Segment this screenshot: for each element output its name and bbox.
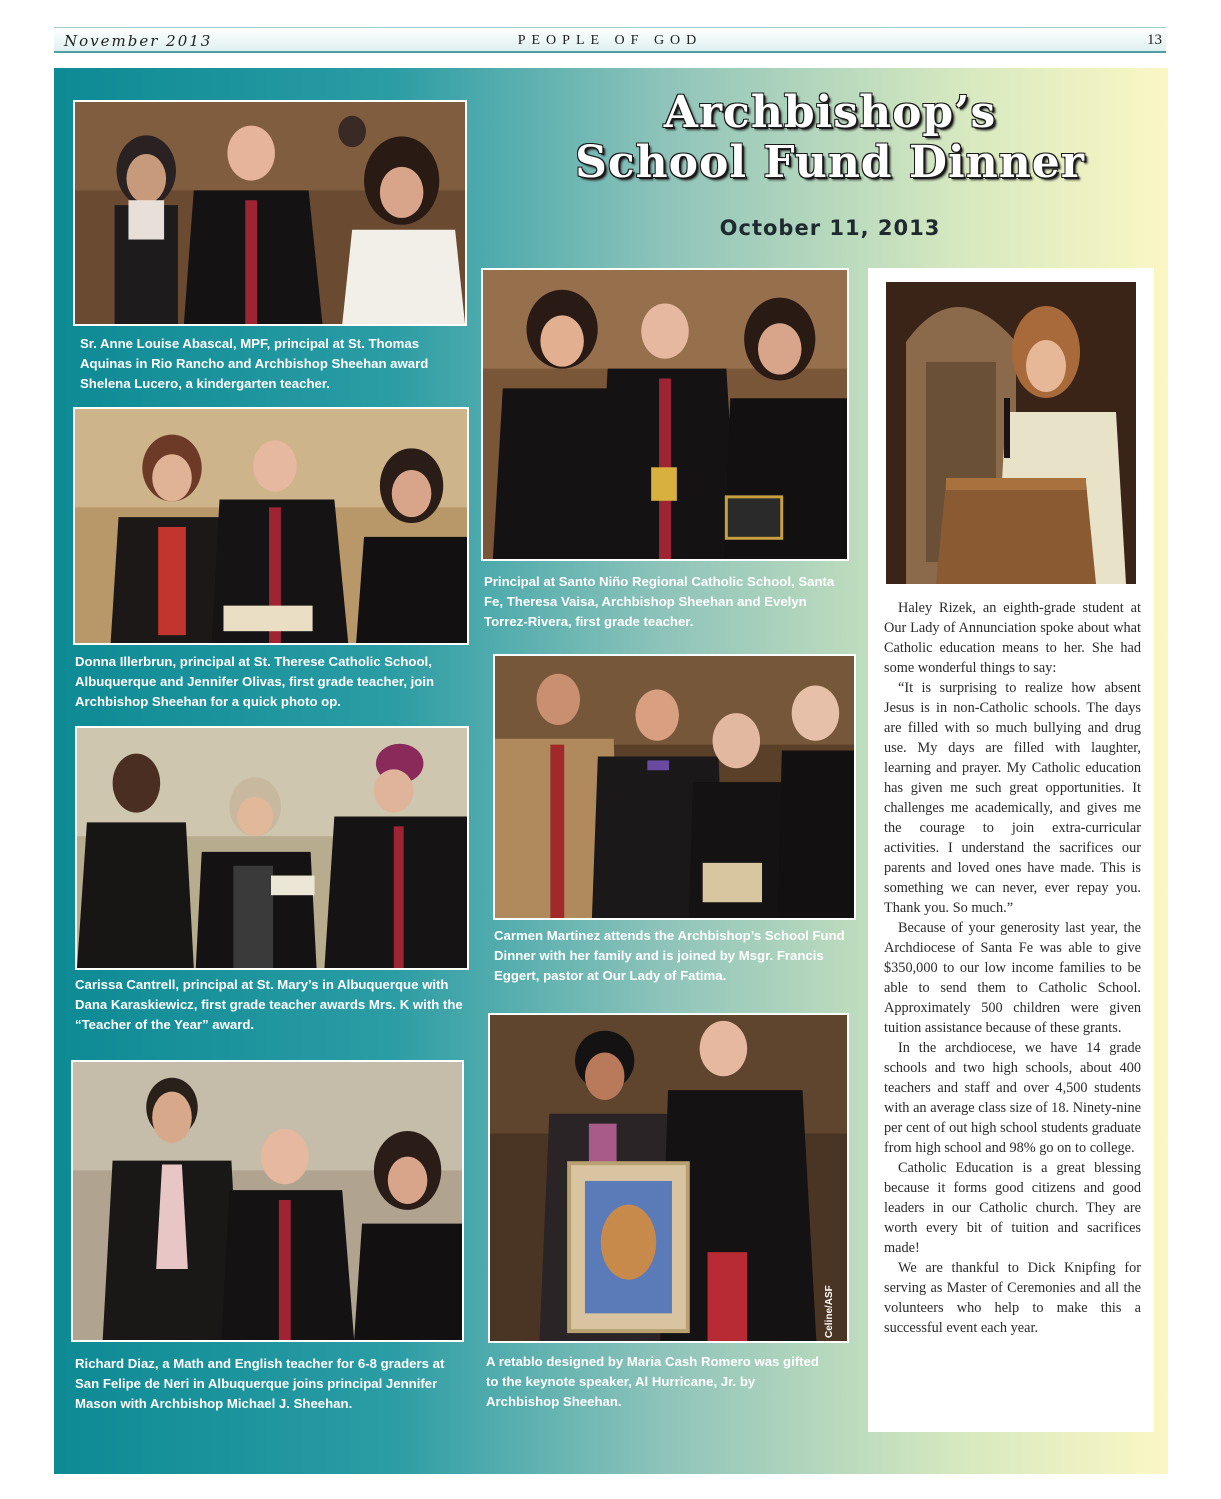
caption-photo5: Principal at Santo Niño Regional Catholic School, Santa Fe, Theresa Vaisa, Archbishop Sheehan and Evelyn Torrez-Rivera, first grade teacher. [484,574,835,629]
title-line-2: School Fund Dinner [575,137,1085,188]
article-paragraph: We are thankful to Dick Knipfing for serving as Master of Ceremonies and all the volunteers who help to make this a successful event each year. [884,1260,1141,1336]
photo-haley-rizek [886,282,1136,584]
photo-illerbrun-olivas [73,407,469,645]
caption-photo4: Richard Diaz, a Math and English teacher for 6-8 graders at San Felipe de Neri in Albuquerque joins principal Jennifer Mason with Archbishop Michael J. Sheehan. [75,1356,445,1411]
publication-name: PEOPLE OF GOD [517,33,703,48]
article-paragraph: “It is surprising to realize how absent Jesus is in non-Catholic schools. The days are filled with so much bullying and drug use. My days are filled with laughter, learning and prayer. My Catholic education has given me such great opportunities. It challenges me academically, and gives me the courage to join extra-curricular activities. I understand the sacrifices our parents and loved ones have made. This is something we can never, ever repay you. Thank you. So much.” [884,680,1141,916]
photo-diaz-mason [71,1060,464,1342]
article-title [500,88,1160,188]
issue-month: November 2013 [64,32,213,50]
photo-retablo-gift [488,1013,849,1343]
caption-photo6: Carmen Martinez attends the Archbishop’s School Fund Dinner with her family and is joined by Msgr. Francis Eggert, pastor at Our Lady of Fatima. [494,928,845,983]
article-paragraph: In the archdiocese, we have 14 grade schools and two high schools, about 400 teachers and staff and over 4,500 students with an average class size of 18. Ninety-nine per cent of out high school students graduate from high school and 98% go on to college. [884,1040,1141,1156]
photo-abascal-lucero [73,100,467,326]
page-header [54,27,1166,53]
photo-credit: Celine/ASF [824,1285,835,1338]
article-paragraph: Because of your generosity last year, the Archdiocese of Santa Fe was able to give $350,000 to our low income families to be able to send them to Catholic School. Approximately 500 children were given tuition assistance because of these grants. [884,920,1141,1036]
caption-photo7: A retablo designed by Maria Cash Romero was gifted to the keynote speaker, Al Hurricane, Jr. by Archbishop Sheehan. [486,1354,819,1409]
page-number: 13 [1147,32,1162,48]
event-date: October 11, 2013 [719,216,941,240]
caption-photo3: Carissa Cantrell, principal at St. Mary’s in Albuquerque with Dana Karaskiewicz, first grade teacher awards Mrs. K with the “Teacher of the Year” award. [75,977,463,1032]
caption-photo2: Donna Illerbrun, principal at St. Therese Catholic School, Albuquerque and Jennifer Olivas, first grade teacher, join Archbishop Sheehan for a quick photo op. [75,654,435,709]
title-line-1: Archbishop’s [663,87,997,138]
photo-martinez-family [493,654,856,920]
photo-cantrell-karaskiewicz [75,726,469,970]
article-paragraph: Catholic Education is a great blessing because it forms good citizens and good leaders in our Catholic church. They are worth every bit of tuition and sacrifices made! [884,1160,1141,1256]
caption-photo1: Sr. Anne Louise Abascal, MPF, principal at St. Thomas Aquinas in Rio Rancho and Archbishop Sheehan award Shelena Lucero, a kindergarten teacher. [80,336,429,391]
article-body [884,598,1141,1338]
article-paragraph: Haley Rizek, an eighth-grade student at Our Lady of Annunciation spoke about what Catholic education means to her. She had some wonderful things to say: [884,600,1141,676]
photo-vaisa-torrez-rivera [481,268,849,561]
